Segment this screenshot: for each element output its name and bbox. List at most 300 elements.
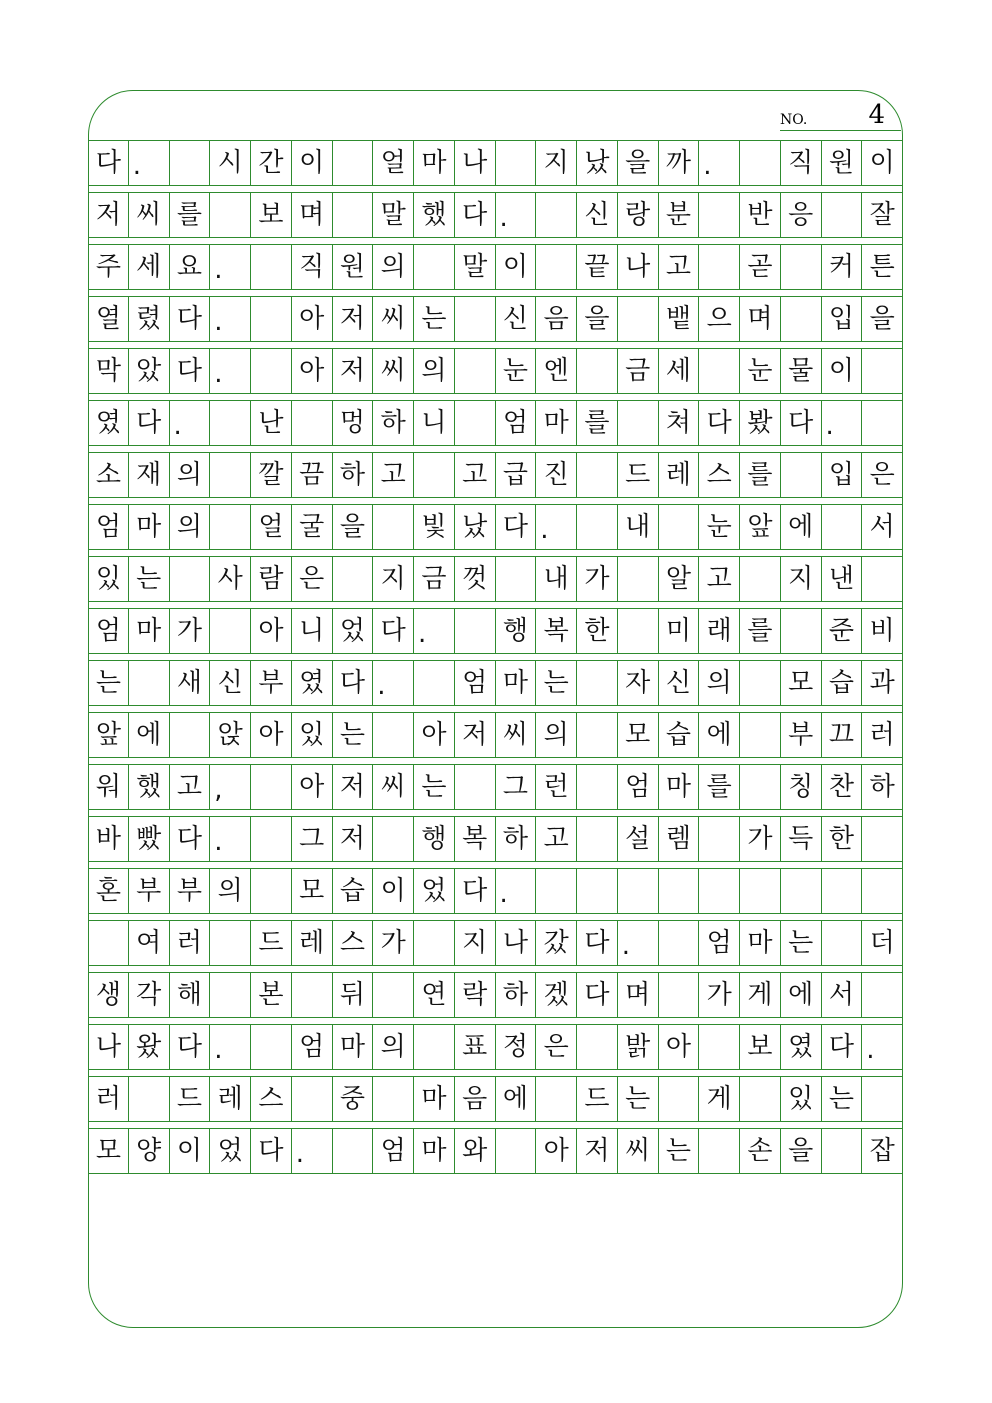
manuscript-cell: 는 [414,297,455,341]
manuscript-cell: 엄 [88,505,129,549]
manuscript-cell: 씨 [373,297,414,341]
manuscript-cell: 드 [170,1077,211,1121]
manuscript-cell [822,1129,863,1173]
manuscript-cell: 눈 [496,349,537,393]
manuscript-cell: 을 [333,505,374,549]
manuscript-cell: 직 [781,141,822,185]
manuscript-cell: 겠 [536,973,577,1017]
manuscript-cell: 의 [414,349,455,393]
manuscript-cell: 지 [781,557,822,601]
manuscript-cell: 하 [496,973,537,1017]
manuscript-cell: 엄 [496,401,537,445]
manuscript-cell: 그 [292,817,333,861]
manuscript-cell: 막 [88,349,129,393]
manuscript-cell: 입 [822,297,863,341]
manuscript-cell [170,713,211,757]
manuscript-cell: 준 [822,609,863,653]
manuscript-cell [210,401,251,445]
manuscript-cell [862,817,903,861]
manuscript-cell: 끄 [822,713,863,757]
manuscript-cell: 을 [781,1129,822,1173]
manuscript-cell: 스 [699,453,740,497]
manuscript-cell: 레 [210,1077,251,1121]
manuscript-cell: 하 [496,817,537,861]
manuscript-cell: 고 [373,453,414,497]
manuscript-cell: 레 [659,453,700,497]
manuscript-cell: . [414,609,455,653]
manuscript-cell [862,1077,903,1121]
manuscript-cell: 다 [781,401,822,445]
manuscript-cell [251,297,292,341]
manuscript-cell [129,1077,170,1121]
manuscript-cell [699,245,740,289]
page-number-box [780,100,901,131]
manuscript-cell: 복 [536,609,577,653]
manuscript-cell: 습 [659,713,700,757]
manuscript-cell [618,869,659,913]
manuscript-cell: 다 [333,661,374,705]
manuscript-cell: 마 [414,1077,455,1121]
manuscript-cell: 모 [781,661,822,705]
manuscript-cell: 입 [822,453,863,497]
manuscript-cell [862,349,903,393]
manuscript-cell [496,1129,537,1173]
manuscript-cell: 를 [740,609,781,653]
manuscript-cell: 멍 [333,401,374,445]
manuscript-cell: 응 [781,193,822,237]
manuscript-cell: 을 [618,141,659,185]
manuscript-cell: 의 [373,245,414,289]
manuscript-cell [618,401,659,445]
manuscript-cell: 얼 [373,141,414,185]
manuscript-cell: 러 [170,921,211,965]
manuscript-cell [373,817,414,861]
manuscript-cell: 원 [822,141,863,185]
manuscript-cell: 양 [129,1129,170,1173]
manuscript-cell: 래 [699,609,740,653]
manuscript-cell: 이 [822,349,863,393]
manuscript-cell: 낸 [822,557,863,601]
manuscript-cell: 저 [577,1129,618,1173]
manuscript-cell: 부 [170,869,211,913]
manuscript-cell: 본 [251,973,292,1017]
manuscript-row [88,764,903,810]
manuscript-cell: 앉 [210,713,251,757]
manuscript-cell: 지 [373,557,414,601]
manuscript-cell: 다 [822,1025,863,1069]
manuscript-cell: 말 [455,245,496,289]
manuscript-cell: 았 [129,349,170,393]
manuscript-cell [333,1129,374,1173]
manuscript-cell: 었 [333,609,374,653]
manuscript-cell [414,245,455,289]
manuscript-cell: 굴 [292,505,333,549]
manuscript-cell: 가 [699,973,740,1017]
manuscript-cell: 마 [496,661,537,705]
manuscript-cell: 에 [699,713,740,757]
manuscript-cell [781,297,822,341]
manuscript-cell: 에 [496,1077,537,1121]
manuscript-cell [740,661,781,705]
manuscript-cell: 다 [170,297,211,341]
page-number-label: NO. [780,112,808,128]
manuscript-cell: 표 [455,1025,496,1069]
manuscript-cell: 새 [170,661,211,705]
manuscript-cell [251,1025,292,1069]
manuscript-cell: . [129,141,170,185]
manuscript-cell: 는 [88,661,129,705]
manuscript-cell: . [170,401,211,445]
manuscript-cell [577,817,618,861]
manuscript-cell [659,973,700,1017]
manuscript-cell: 했 [129,765,170,809]
manuscript-cell: 비 [862,609,903,653]
manuscript-cell: 행 [414,817,455,861]
manuscript-cell [699,869,740,913]
manuscript-cell: 니 [414,401,455,445]
manuscript-cell: 은 [862,453,903,497]
manuscript-cell: 은 [292,557,333,601]
manuscript-cell: 혼 [88,869,129,913]
manuscript-cell: . [210,297,251,341]
manuscript-row [88,296,903,342]
manuscript-cell: 중 [333,1077,374,1121]
manuscript-cell: 람 [251,557,292,601]
manuscript-cell: 분 [659,193,700,237]
manuscript-cell: 다 [699,401,740,445]
manuscript-cell [414,453,455,497]
manuscript-cell: 저 [333,817,374,861]
manuscript-cell: 급 [496,453,537,497]
manuscript-cell: 주 [88,245,129,289]
manuscript-cell: 를 [577,401,618,445]
manuscript-cell: 지 [536,141,577,185]
manuscript-cell [781,609,822,653]
manuscript-cell: 났 [577,141,618,185]
manuscript-cell: 이 [170,1129,211,1173]
manuscript-cell: 며 [292,193,333,237]
manuscript-cell: . [618,921,659,965]
manuscript-cell: 드 [251,921,292,965]
manuscript-row [88,920,903,966]
manuscript-cell: 씨 [129,193,170,237]
manuscript-cell: 금 [618,349,659,393]
manuscript-cell [740,713,781,757]
manuscript-cell [822,921,863,965]
manuscript-cell [862,557,903,601]
manuscript-cell: 끝 [577,245,618,289]
manuscript-cell: 에 [781,505,822,549]
manuscript-cell: 아 [251,713,292,757]
manuscript-cell [536,1077,577,1121]
manuscript-row [88,400,903,446]
manuscript-cell: 자 [618,661,659,705]
manuscript-cell: 는 [659,1129,700,1173]
manuscript-cell: 을 [577,297,618,341]
manuscript-cell [455,609,496,653]
manuscript-cell: 는 [414,765,455,809]
manuscript-cell [862,973,903,1017]
manuscript-cell: 신 [496,297,537,341]
manuscript-cell: 진 [536,453,577,497]
manuscript-cell: 는 [781,921,822,965]
manuscript-cell [414,1025,455,1069]
manuscript-cell: 아 [414,713,455,757]
manuscript-cell: 에 [129,713,170,757]
manuscript-cell: 신 [659,661,700,705]
manuscript-cell: 빴 [129,817,170,861]
manuscript-cell: 는 [129,557,170,601]
manuscript-cell [455,401,496,445]
page-number-value: 4 [868,100,885,130]
manuscript-cell: 내 [618,505,659,549]
manuscript-cell: 마 [129,609,170,653]
manuscript-cell [822,869,863,913]
manuscript-cell: 있 [88,557,129,601]
manuscript-cell: 눈 [699,505,740,549]
manuscript-cell: 지 [455,921,496,965]
manuscript-cell: 게 [699,1077,740,1121]
manuscript-cell [577,713,618,757]
manuscript-cell: . [210,1025,251,1069]
manuscript-cell [577,869,618,913]
manuscript-cell: 마 [414,1129,455,1173]
manuscript-cell: 는 [536,661,577,705]
manuscript-cell: 칭 [781,765,822,809]
manuscript-cell [210,453,251,497]
manuscript-cell: 게 [740,973,781,1017]
manuscript-cell: 러 [862,713,903,757]
manuscript-cell: 마 [129,505,170,549]
manuscript-row [88,868,903,914]
manuscript-cell [210,973,251,1017]
manuscript-cell: 직 [292,245,333,289]
manuscript-cell: 렸 [129,297,170,341]
manuscript-cell: 며 [618,973,659,1017]
manuscript-cell: 물 [781,349,822,393]
manuscript-cell [577,453,618,497]
manuscript-cell: 스 [333,921,374,965]
manuscript-cell [699,193,740,237]
manuscript-cell: 의 [210,869,251,913]
manuscript-cell: 스 [251,1077,292,1121]
manuscript-cell: . [292,1129,333,1173]
manuscript-cell: 있 [292,713,333,757]
manuscript-cell: 나 [496,921,537,965]
manuscript-cell: 보 [251,193,292,237]
manuscript-cell [333,141,374,185]
manuscript-cell: . [699,141,740,185]
manuscript-cell: 씨 [373,349,414,393]
manuscript-cell: 저 [333,765,374,809]
manuscript-cell: 다 [170,1025,211,1069]
manuscript-row [88,192,903,238]
manuscript-cell: 아 [536,1129,577,1173]
manuscript-cell [577,661,618,705]
manuscript-cell: 며 [740,297,781,341]
manuscript-cell: 부 [781,713,822,757]
manuscript-cell: 아 [292,297,333,341]
manuscript-cell [822,193,863,237]
manuscript-cell: 하 [333,453,374,497]
manuscript-cell: 니 [292,609,333,653]
manuscript-cell: 음 [455,1077,496,1121]
manuscript-cell: 얼 [251,505,292,549]
manuscript-cell [496,557,537,601]
manuscript-cell [822,505,863,549]
manuscript-cell [536,193,577,237]
manuscript-cell: 습 [822,661,863,705]
manuscript-cell: 엄 [699,921,740,965]
manuscript-cell: 이 [373,869,414,913]
manuscript-cell [781,245,822,289]
manuscript-cell: 하 [373,401,414,445]
manuscript-cell [373,713,414,757]
manuscript-cell: 드 [618,453,659,497]
manuscript-cell: 요 [170,245,211,289]
manuscript-cell: 각 [129,973,170,1017]
manuscript-cell [210,505,251,549]
manuscript-cell: . [210,349,251,393]
manuscript-cell [659,1077,700,1121]
manuscript-cell: 손 [740,1129,781,1173]
manuscript-cell: 마 [333,1025,374,1069]
manuscript-cell [618,297,659,341]
manuscript-cell [210,609,251,653]
manuscript-cell: 신 [577,193,618,237]
manuscript-cell [333,193,374,237]
manuscript-cell [659,505,700,549]
manuscript-cell: 신 [210,661,251,705]
manuscript-cell [618,609,659,653]
manuscript-row [88,712,903,758]
manuscript-cell: 엄 [373,1129,414,1173]
manuscript-cell: 의 [699,661,740,705]
manuscript-cell: 하 [862,765,903,809]
manuscript-cell [333,557,374,601]
manuscript-cell: 한 [577,609,618,653]
manuscript-cell: 락 [455,973,496,1017]
manuscript-cell [577,765,618,809]
manuscript-cell: 고 [455,453,496,497]
manuscript-cell: 금 [414,557,455,601]
manuscript-cell [781,869,822,913]
manuscript-cell: 마 [414,141,455,185]
manuscript-cell: 였 [88,401,129,445]
manuscript-cell: 였 [292,661,333,705]
manuscript-cell [251,869,292,913]
manuscript-cell: 왔 [129,1025,170,1069]
manuscript-cell: 난 [251,401,292,445]
manuscript-cell [292,1077,333,1121]
manuscript-cell [577,349,618,393]
manuscript-cell: 다 [251,1129,292,1173]
manuscript-cell: 까 [659,141,700,185]
manuscript-cell [251,349,292,393]
manuscript-cell: 깔 [251,453,292,497]
manuscript-cell [210,921,251,965]
manuscript-cell [740,141,781,185]
manuscript-cell: 다 [170,817,211,861]
manuscript-cell: 했 [414,193,455,237]
manuscript-cell: 고 [659,245,700,289]
manuscript-cell: 습 [333,869,374,913]
manuscript-cell [292,973,333,1017]
manuscript-cell: 앞 [740,505,781,549]
manuscript-cell: 반 [740,193,781,237]
manuscript-cell: 다 [373,609,414,653]
manuscript-cell: . [862,1025,903,1069]
manuscript-cell: 다 [88,141,129,185]
manuscript-cell: 모 [292,869,333,913]
manuscript-cell: 소 [88,453,129,497]
manuscript-cell [659,921,700,965]
manuscript-cell [699,1129,740,1173]
manuscript-cell: 가 [740,817,781,861]
manuscript-cell: . [210,817,251,861]
manuscript-row [88,452,903,498]
manuscript-cell: 행 [496,609,537,653]
manuscript-cell: 저 [455,713,496,757]
manuscript-cell [251,245,292,289]
manuscript-cell: 가 [577,557,618,601]
manuscript-row [88,504,903,550]
manuscript-cell: 레 [292,921,333,965]
manuscript-cell: . [536,505,577,549]
manuscript-cell: 있 [781,1077,822,1121]
manuscript-cell: 알 [659,557,700,601]
manuscript-cell: 사 [210,557,251,601]
manuscript-cell: 바 [88,817,129,861]
manuscript-cell: 앞 [88,713,129,757]
manuscript-row [88,1024,903,1070]
manuscript-cell: 엄 [88,609,129,653]
manuscript-cell [862,869,903,913]
manuscript-cell [699,817,740,861]
manuscript-cell: 말 [373,193,414,237]
manuscript-cell: 봤 [740,401,781,445]
manuscript-cell [373,505,414,549]
manuscript-cell: 는 [333,713,374,757]
manuscript-cell: 복 [455,817,496,861]
manuscript-cell: 였 [781,1025,822,1069]
manuscript-cell: 다 [577,921,618,965]
manuscript-row [88,556,903,602]
manuscript-cell [210,193,251,237]
manuscript-cell: 엄 [455,661,496,705]
manuscript-cell [251,765,292,809]
manuscript-cell: 빛 [414,505,455,549]
manuscript-cell [455,765,496,809]
manuscript-cell [536,245,577,289]
manuscript-cell: 고 [170,765,211,809]
manuscript-cell [577,1025,618,1069]
manuscript-cell: 간 [251,141,292,185]
manuscript-cell [536,869,577,913]
manuscript-cell: 서 [822,973,863,1017]
manuscript-cell: 를 [740,453,781,497]
manuscript-cell: . [496,869,537,913]
manuscript-cell [414,661,455,705]
manuscript-row [88,140,903,186]
manuscript-cell [659,869,700,913]
manuscript-cell: 는 [822,1077,863,1121]
manuscript-cell: 잡 [862,1129,903,1173]
manuscript-cell [496,141,537,185]
manuscript-cell: 부 [129,869,170,913]
manuscript-cell: 이 [862,141,903,185]
manuscript-cell: 음 [536,297,577,341]
